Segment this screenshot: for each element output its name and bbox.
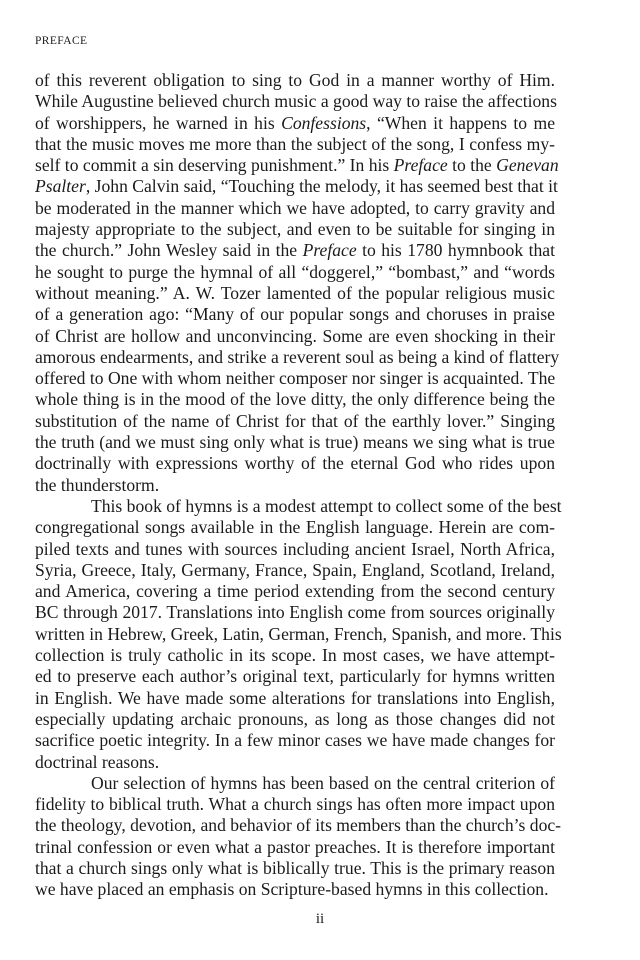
text-segment: the church.” John Wesley said in the: [35, 240, 303, 261]
text-line: [35, 879, 555, 900]
text-segment: Syria, Greece, Italy, Germany, France, Spain, England, Scotland, Ireland,: [35, 559, 555, 580]
text-segment: the thunderstorm.: [35, 474, 160, 495]
text-line: [35, 560, 555, 581]
text-segment: fidelity to biblical truth. What a church sings has often more impact upon: [35, 794, 555, 815]
text-segment: BC through 2017. Translations into English come from sources originally: [35, 602, 555, 623]
text-segment: written in Hebrew, Greek, Latin, German, French, Spanish, and more. This: [35, 623, 562, 644]
text-segment: ed to preserve each author’s original text, particularly for hymns written: [35, 666, 555, 687]
text-line: [35, 858, 555, 879]
text-line: [35, 837, 555, 858]
text-segment: of worshippers, he warned in his: [35, 112, 282, 133]
text-line: [35, 645, 555, 666]
text-line: [35, 581, 555, 602]
text-line: [35, 730, 555, 751]
text-segment: especially updating archaic pronouns, as long as those changes did not: [35, 708, 555, 729]
text-segment: he sought to purge the hymnal of all “doggerel,” “bombast,” and “words: [35, 261, 555, 282]
text-line: [35, 709, 555, 730]
text-segment: sacrifice poetic integrity. In a few minor cases we have made changes for: [35, 730, 555, 751]
text-segment: in English. We have made some alterations for translations into English,: [35, 687, 555, 708]
text-line: [35, 304, 555, 325]
text-line: [35, 219, 555, 240]
text-line: [35, 517, 555, 538]
text-segment: collection is truly catholic in its scope. In most cases, we have attempt-: [35, 645, 555, 666]
text-segment: This book of hymns is a modest attempt to collect some of the best: [91, 495, 562, 516]
italic-text-segment: Confessions: [281, 112, 367, 133]
text-line: [35, 773, 555, 794]
text-line: [35, 453, 555, 474]
text-line: [35, 666, 555, 687]
text-segment: that the music moves me more than the subject of the song, I confess my-: [35, 133, 555, 154]
text-line: [35, 752, 555, 773]
text-line: [35, 198, 555, 219]
text-segment: substitution of the name of Christ for that of the earthly lover.” Singing: [35, 410, 555, 431]
text-segment: without meaning.” A. W. Tozer lamented of the popular religious music: [35, 282, 555, 303]
text-segment: and America, covering a time period extending from the second century: [35, 581, 555, 602]
italic-text-segment: Psalter: [35, 176, 86, 197]
text-segment: , John Calvin said, “Touching the melody, it has seemed best that it: [85, 176, 558, 197]
text-line: [35, 262, 555, 283]
running-head: PREFACE: [35, 35, 88, 47]
italic-text-segment: Preface: [302, 240, 357, 261]
text-segment: amorous endearments, and strike a reverent soul as being a kind of flattery: [35, 346, 560, 367]
text-line: [35, 155, 559, 176]
text-segment: that a church sings only what is biblically true. This is the primary reason: [35, 857, 555, 878]
text-line: [35, 539, 555, 560]
text-line: [35, 134, 555, 155]
text-segment: Our selection of hymns has been based on the central criterion of: [91, 772, 555, 793]
text-line: [35, 411, 555, 432]
italic-text-segment: Preface: [393, 155, 448, 176]
text-line: [35, 389, 555, 410]
text-segment: , “When it happens to me: [366, 112, 556, 133]
text-segment: the truth (and we must sing only what is true) means we sing what is true: [35, 432, 555, 453]
text-segment: trinal confession or even what a pastor preaches. It is therefore important: [35, 836, 555, 857]
text-line: [35, 623, 562, 645]
text-segment: to his 1780 hymnbook that: [356, 240, 555, 261]
text-segment: doctrinally with expressions worthy of the eternal God who rides upon: [35, 453, 555, 474]
text-line: [35, 283, 555, 304]
text-segment: majesty appropriate to the subject, and even to be suitable for singing in: [35, 219, 555, 240]
text-segment: While Augustine believed church music a good way to raise the affections: [35, 91, 557, 112]
page-number: ii: [315, 911, 325, 927]
text-segment: to the: [447, 155, 497, 176]
text-line: [35, 432, 555, 453]
text-line: [35, 176, 558, 197]
text-line: [35, 70, 555, 91]
text-segment: offered to One with whom neither composer nor singer is acquainted. The: [35, 368, 556, 389]
text-segment: self to commit a sin deserving punishment.” In his: [35, 155, 394, 176]
text-line: [35, 495, 562, 517]
text-segment: of Christ are hollow and unconvincing. Some are even shocking in their: [35, 325, 555, 346]
text-segment: congregational songs available in the English language. Herein are com-: [35, 517, 555, 538]
text-line: [35, 240, 555, 261]
text-segment: piled texts and tunes with sources including ancient Israel, North Africa,: [35, 538, 555, 559]
text-line: [35, 475, 555, 496]
text-segment: the theology, devotion, and behavior of its members than the church’s doc-: [35, 815, 562, 836]
text-segment: of a generation ago: “Many of our popular songs and choruses in praise: [35, 304, 555, 325]
text-line: [35, 326, 555, 347]
text-line: [35, 346, 560, 368]
text-line: [35, 368, 555, 389]
body-text: [35, 70, 562, 901]
text-line: [35, 113, 555, 134]
text-line: [35, 815, 562, 836]
text-segment: doctrinal reasons.: [35, 751, 160, 772]
text-segment: whole thing is in the mood of the love ditty, the only difference being the: [35, 389, 555, 410]
text-line: [35, 602, 555, 623]
text-segment: of this reverent obligation to sing to God in a manner worthy of Him.: [35, 70, 555, 90]
text-segment: we have placed an emphasis on Scripture-based hymns in this collection.: [35, 879, 549, 900]
text-line: [35, 688, 555, 709]
text-line: [35, 794, 555, 815]
text-line: [35, 91, 555, 112]
text-segment: be moderated in the manner which we have adopted, to carry gravity and: [35, 197, 555, 218]
italic-text-segment: Genevan: [496, 155, 559, 176]
